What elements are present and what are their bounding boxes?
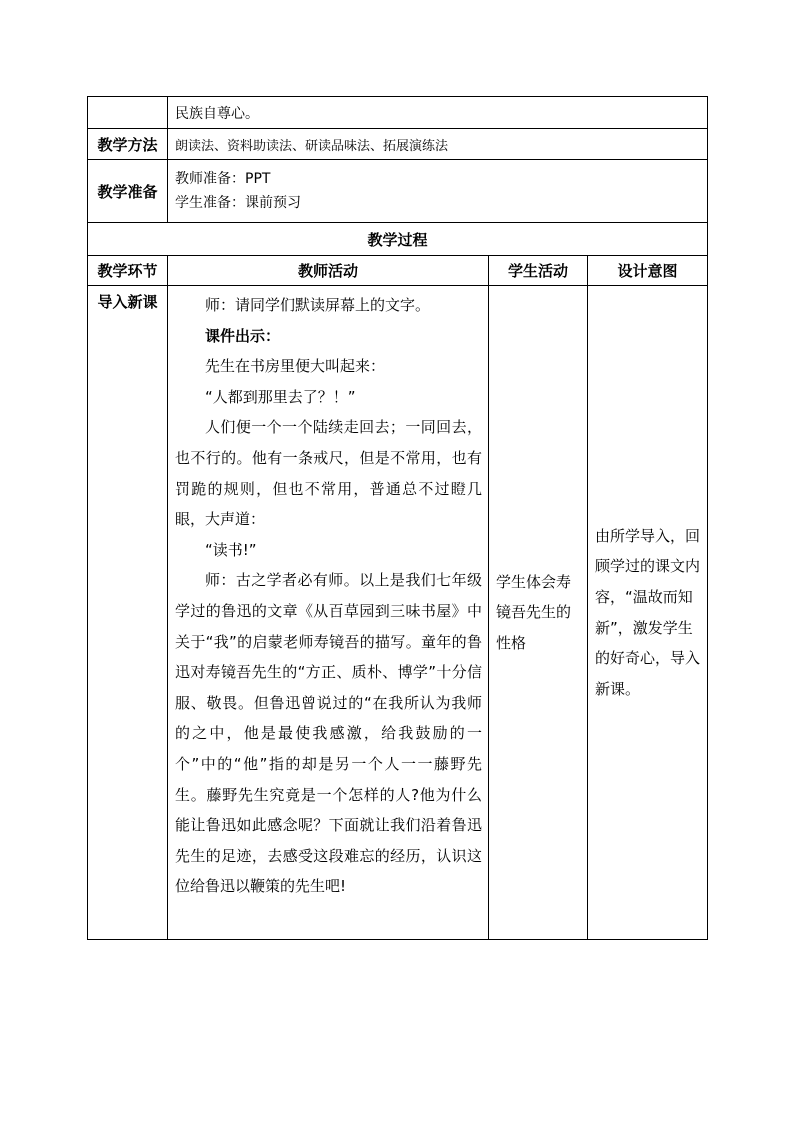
method-value: 朗读法、资料助读法、研读品味法、拓展演练法 [168, 129, 708, 160]
goal-continuation-text: 民族自尊心。 [168, 97, 708, 129]
method-label: 教学方法 [88, 129, 168, 160]
teacher-paragraph: 课件出示： [205, 326, 281, 345]
teacher-paragraph: 人们便一个一个陆续走回去；一同回去，也不行的。他有一条戒尺，但是不常用，也有罚跪的规则，但也不常用，普通总不过瞪几眼，大声道： [175, 418, 482, 529]
teacher-prep: 教师准备：PPT [175, 171, 271, 187]
teacher-paragraph: 先生在书房里便大叫起来： [205, 357, 386, 376]
header-student-activity: 学生活动 [489, 256, 588, 286]
empty-label-cell [88, 97, 168, 129]
teacher-activity-cell [168, 286, 489, 940]
prep-row [88, 160, 708, 223]
prep-label: 教学准备 [88, 160, 168, 223]
lesson-plan-table [87, 96, 708, 940]
process-title: 教学过程 [88, 223, 708, 256]
design-intent-cell: 由所学导入，回顾学过的课文内容，“温故而知新”，激发学生的好奇心，导入新课。 [588, 286, 708, 940]
intro-section-row [88, 286, 708, 940]
stage-label: 导入新课 [88, 286, 168, 940]
header-row [88, 256, 708, 286]
header-design-intent: 设计意图 [588, 256, 708, 286]
student-prep: 学生准备：课前预习 [175, 195, 301, 211]
header-teacher-activity: 教师活动 [168, 256, 489, 286]
teacher-paragraph: “读书!” [205, 540, 257, 559]
teacher-paragraph: “人都到那里去了？！” [205, 387, 356, 406]
teacher-paragraph: 师：古之学者必有师。以上是我们七年级学过的鲁迅的文章《从百草园到三味书屋》中关于“我”的启蒙老师寿镜吾的描写。童年的鲁迅对寿镜吾先生的“方正、质朴、博学”十分信服、敬畏。但鲁迅曾说过的“在我所认为我师的之中，他是最使我感激，给我鼓励的一个”中的“他”指的却是另一个人一一藤野先生。藤野先生究竟是一个怎样的人?他为什么能让鲁迅如此感念呢？下面就让我们沿着鲁迅先生的足迹，去感受这段难忘的经历，认识这位给鲁迅以鞭策的先生吧! [175, 571, 482, 896]
process-title-row [88, 223, 708, 256]
prep-value [168, 160, 708, 223]
student-activity-cell: 学生体会寿镜吾先生的性格 [489, 286, 588, 940]
teacher-paragraph: 师：请同学们默读屏幕上的文字。 [205, 296, 431, 314]
method-row [88, 129, 708, 160]
header-stage: 教学环节 [88, 256, 168, 286]
goal-continuation-row [88, 97, 708, 129]
